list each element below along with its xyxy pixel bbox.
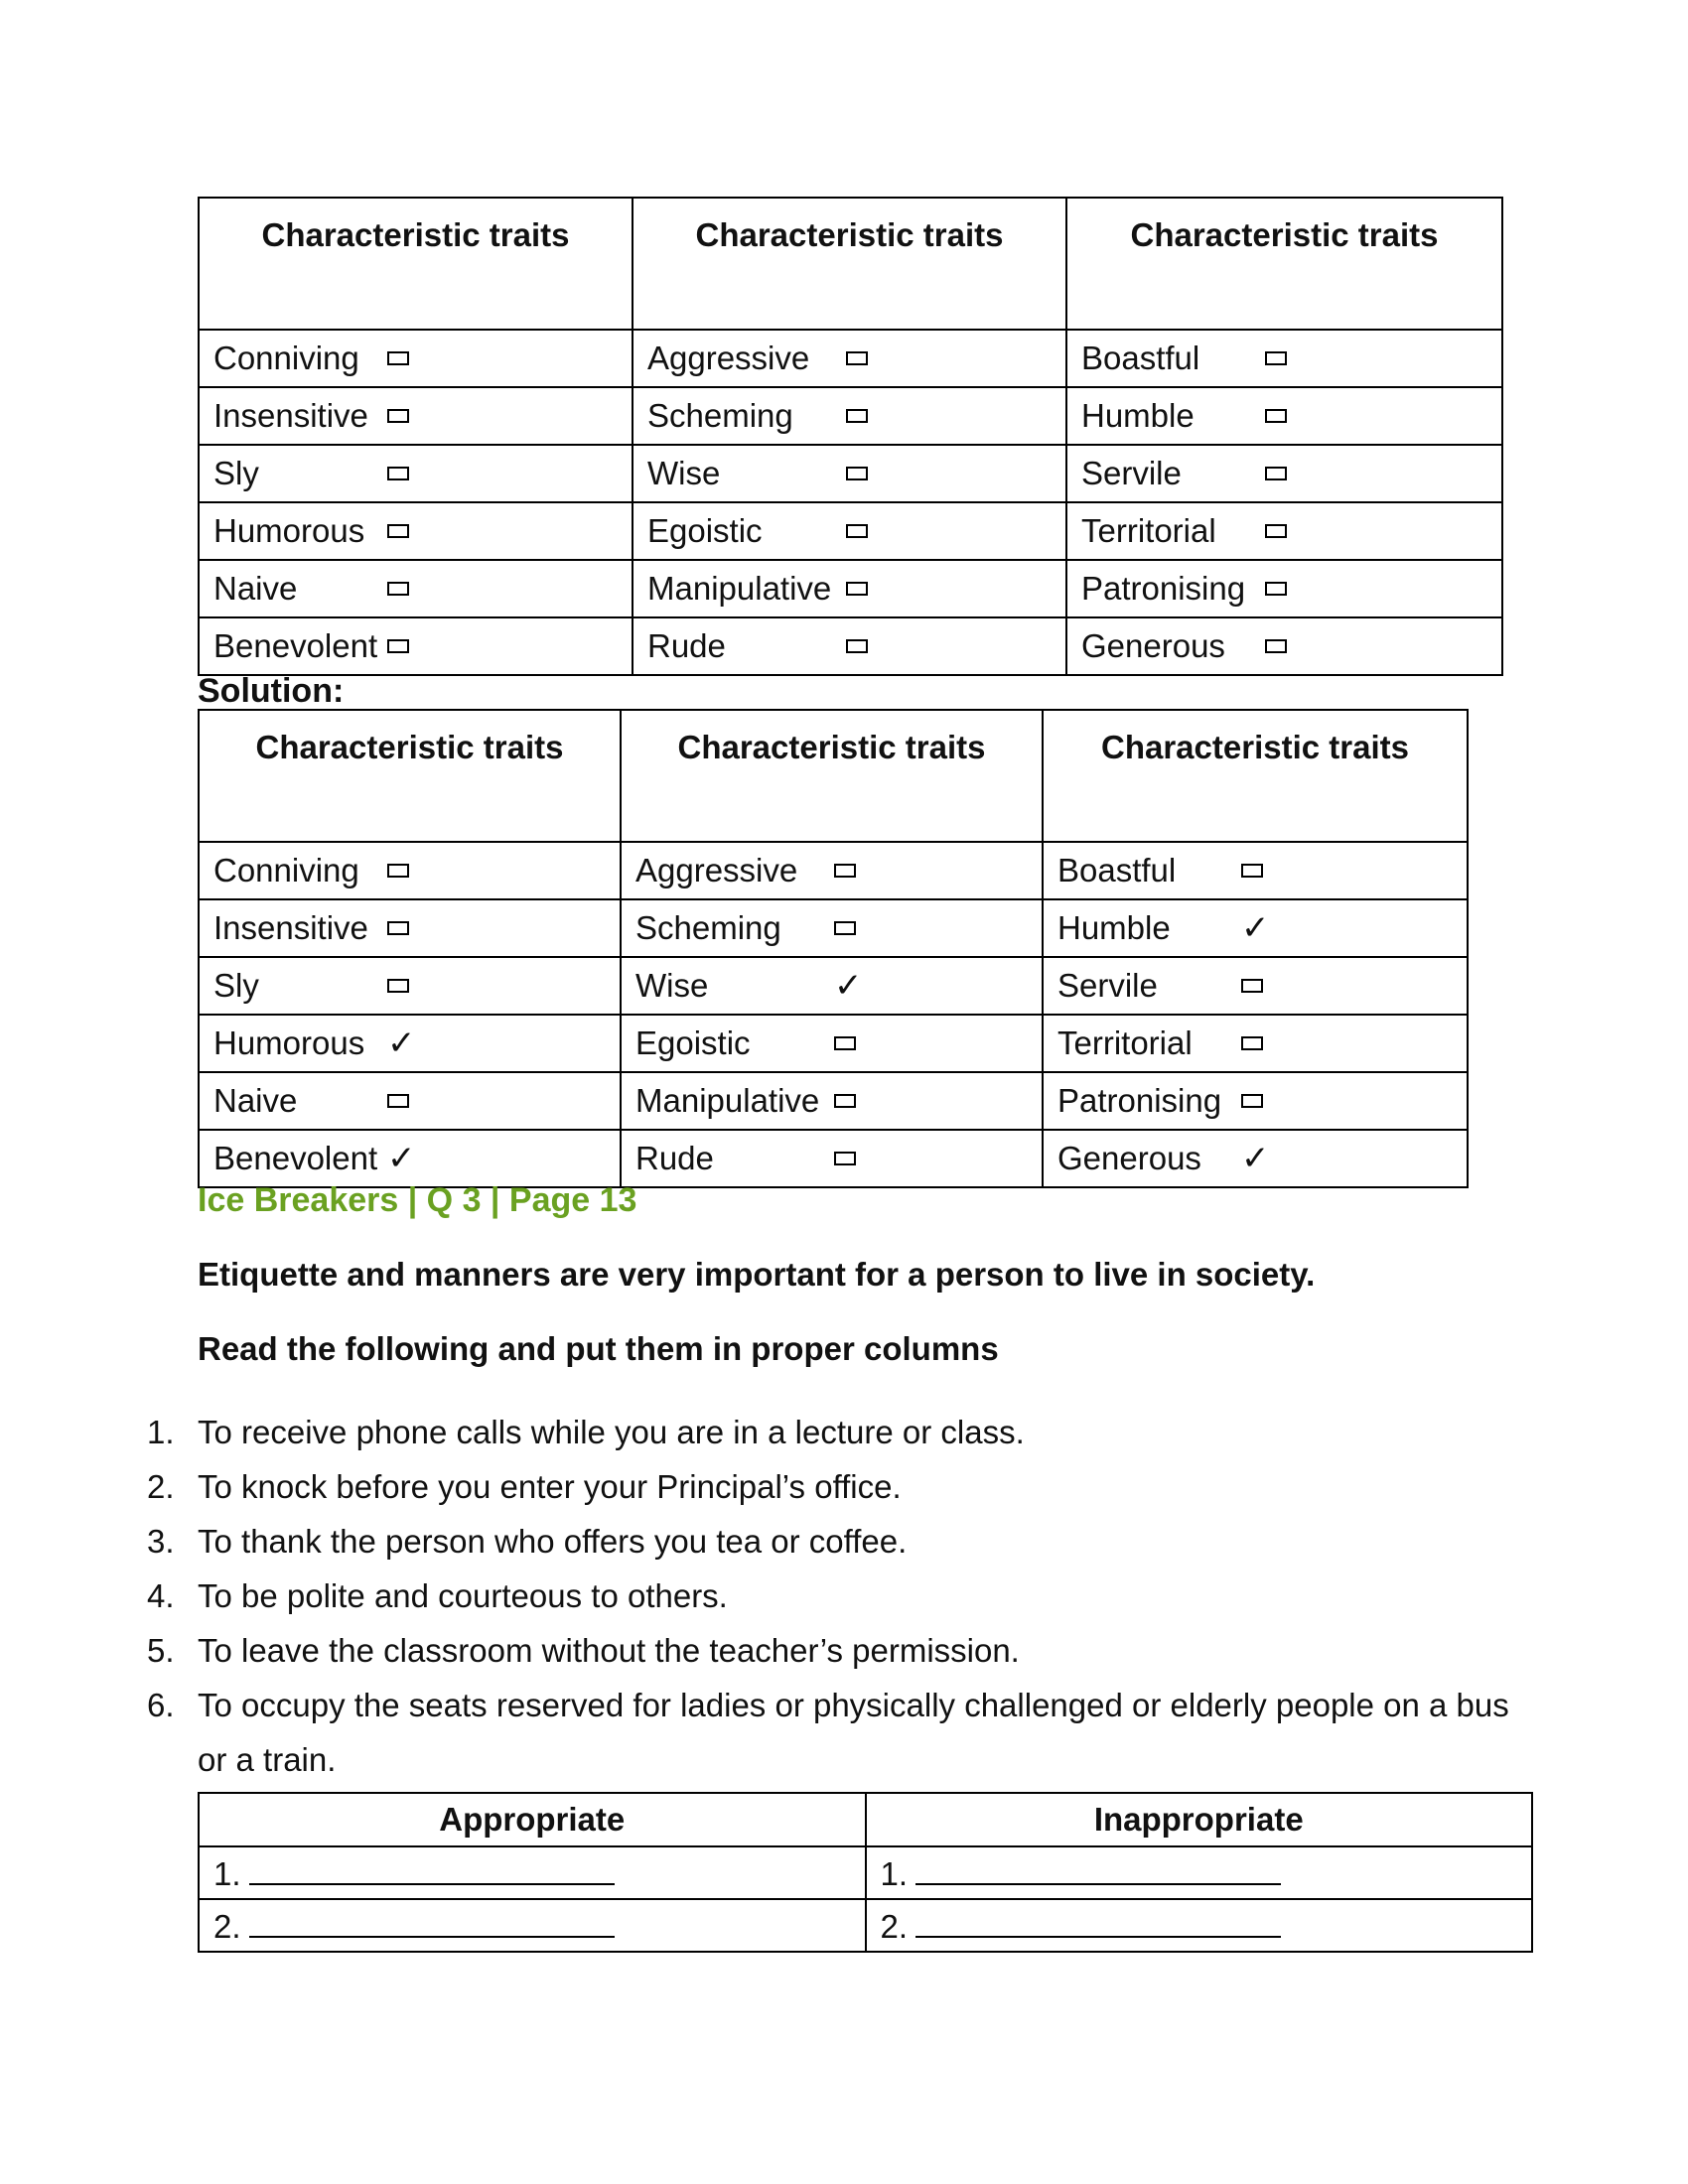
section-heading: Ice Breakers | Q 3 | Page 13 — [198, 1181, 637, 1219]
trait-label: Benevolent — [213, 1140, 378, 1176]
trait-cell[interactable] — [633, 502, 1066, 560]
trait-cell[interactable] — [1043, 1130, 1468, 1187]
trait-cell[interactable] — [633, 387, 1066, 445]
table-row — [199, 957, 1468, 1015]
table-row — [199, 1072, 1468, 1130]
trait-cell[interactable] — [633, 445, 1066, 502]
table-row — [199, 617, 1502, 675]
trait-cell[interactable] — [199, 842, 621, 899]
checkbox-icon[interactable] — [834, 1036, 856, 1050]
trait-label: Rude — [647, 627, 726, 664]
checkbox-icon[interactable] — [1241, 1094, 1263, 1108]
item-text: To leave the classroom without the teacher’s permission. — [198, 1632, 1020, 1669]
answer-blank[interactable] — [915, 1906, 1281, 1938]
trait-cell[interactable] — [199, 1015, 621, 1072]
list-item — [147, 1459, 1517, 1514]
trait-cell[interactable] — [1066, 560, 1502, 617]
table-row — [199, 1846, 1532, 1899]
list-item — [147, 1569, 1517, 1623]
trait-label: Boastful — [1081, 340, 1200, 376]
checkbox-icon[interactable] — [387, 979, 409, 993]
list-item — [147, 1514, 1517, 1569]
checkbox-icon[interactable] — [834, 1094, 856, 1108]
trait-label: Insensitive — [213, 397, 368, 434]
checkmark-icon: ✓ — [1241, 1140, 1270, 1177]
checkbox-icon[interactable] — [387, 467, 409, 480]
item-number: 3. — [147, 1523, 175, 1560]
trait-cell[interactable] — [633, 617, 1066, 675]
trait-label: Humble — [1057, 909, 1171, 946]
trait-cell[interactable] — [199, 617, 633, 675]
answer-number: 1. — [880, 1854, 909, 1892]
trait-cell[interactable] — [633, 560, 1066, 617]
item-number: 5. — [147, 1632, 175, 1669]
column-header: Characteristic traits — [199, 198, 633, 330]
table-row — [199, 899, 1468, 957]
trait-label: Patronising — [1057, 1082, 1222, 1119]
column-header: Characteristic traits — [1066, 198, 1502, 330]
trait-cell[interactable] — [1043, 842, 1468, 899]
checkbox-icon[interactable] — [1265, 467, 1287, 480]
table-row — [199, 1899, 1532, 1952]
item-text: To receive phone calls while you are in a lecture or class. — [198, 1414, 1025, 1450]
checkbox-icon[interactable] — [387, 1094, 409, 1108]
table-row — [199, 1130, 1468, 1187]
item-text: To knock before you enter your Principal’s office. — [198, 1468, 902, 1505]
trait-cell[interactable] — [199, 1072, 621, 1130]
trait-label: Territorial — [1057, 1024, 1193, 1061]
trait-label: Boastful — [1057, 852, 1177, 888]
trait-label: Servile — [1057, 967, 1158, 1004]
trait-cell[interactable] — [1043, 899, 1468, 957]
answer-cell[interactable] — [866, 1846, 1533, 1899]
trait-label: Naive — [213, 1082, 298, 1119]
solution-label: Solution: — [198, 672, 345, 710]
trait-label: Egoistic — [647, 512, 763, 549]
checkbox-icon[interactable] — [846, 467, 868, 480]
checkbox-icon[interactable] — [846, 639, 868, 653]
table-row — [199, 445, 1502, 502]
trait-label: Wise — [635, 967, 709, 1004]
table-row — [199, 387, 1502, 445]
trait-cell[interactable] — [1043, 1072, 1468, 1130]
checkmark-icon: ✓ — [387, 1140, 416, 1177]
checkbox-icon[interactable] — [387, 582, 409, 596]
trait-cell[interactable] — [199, 445, 633, 502]
trait-label: Generous — [1057, 1140, 1201, 1176]
table-row — [199, 560, 1502, 617]
table-row — [199, 502, 1502, 560]
trait-label: Egoistic — [635, 1024, 751, 1061]
trait-cell[interactable] — [621, 1072, 1043, 1130]
item-number: 4. — [147, 1577, 175, 1614]
list-item — [147, 1678, 1517, 1787]
column-header-appropriate: Appropriate — [199, 1793, 866, 1846]
answer-number: 2. — [880, 1907, 909, 1945]
trait-cell[interactable] — [621, 1130, 1043, 1187]
instruction-columns: Read the following and put them in proper columns — [198, 1330, 999, 1367]
trait-cell[interactable] — [199, 387, 633, 445]
trait-cell[interactable] — [199, 957, 621, 1015]
checkbox-icon[interactable] — [846, 524, 868, 538]
item-text: To be polite and courteous to others. — [198, 1577, 728, 1614]
answer-blank[interactable] — [249, 1906, 615, 1938]
list-item — [147, 1405, 1517, 1459]
checkbox-icon[interactable] — [846, 351, 868, 365]
column-header: Characteristic traits — [1043, 710, 1468, 842]
trait-label: Humorous — [213, 512, 365, 549]
item-number: 2. — [147, 1468, 175, 1505]
trait-cell[interactable] — [199, 899, 621, 957]
answer-cell[interactable] — [199, 1899, 866, 1952]
trait-label: Sly — [213, 967, 259, 1004]
answer-table — [198, 1792, 1533, 1953]
checkbox-icon[interactable] — [387, 351, 409, 365]
trait-cell[interactable] — [199, 1130, 621, 1187]
trait-cell[interactable] — [1043, 957, 1468, 1015]
trait-label: Generous — [1081, 627, 1225, 664]
checkbox-icon[interactable] — [834, 864, 856, 878]
trait-label: Rude — [635, 1140, 714, 1176]
item-number: 1. — [147, 1414, 175, 1450]
trait-cell[interactable] — [1043, 1015, 1468, 1072]
trait-label: Aggressive — [647, 340, 810, 376]
trait-label: Humble — [1081, 397, 1195, 434]
answer-cell[interactable] — [199, 1846, 866, 1899]
trait-cell[interactable] — [621, 1015, 1043, 1072]
trait-label: Conniving — [213, 852, 359, 888]
checkbox-icon[interactable] — [1241, 1036, 1263, 1050]
trait-label: Humorous — [213, 1024, 365, 1061]
trait-cell[interactable] — [199, 330, 633, 387]
statement-list — [147, 1405, 1517, 1787]
item-text: To occupy the seats reserved for ladies or physically challenged or elderly people on a bus or a train. — [198, 1687, 1509, 1778]
column-header: Characteristic traits — [633, 198, 1066, 330]
trait-cell[interactable] — [1066, 617, 1502, 675]
column-header-inappropriate: Inappropriate — [866, 1793, 1533, 1846]
trait-label: Aggressive — [635, 852, 798, 888]
checkbox-icon[interactable] — [387, 921, 409, 935]
checkbox-icon[interactable] — [1265, 524, 1287, 538]
solution-traits-table — [198, 709, 1469, 1188]
trait-cell[interactable] — [1066, 502, 1502, 560]
trait-cell[interactable] — [621, 957, 1043, 1015]
trait-cell[interactable] — [633, 330, 1066, 387]
column-header: Characteristic traits — [199, 710, 621, 842]
trait-cell[interactable] — [1066, 387, 1502, 445]
trait-label: Scheming — [647, 397, 793, 434]
checkbox-icon[interactable] — [387, 639, 409, 653]
trait-cell[interactable] — [1066, 330, 1502, 387]
item-number: 6. — [147, 1687, 175, 1723]
checkbox-icon[interactable] — [834, 921, 856, 935]
checkbox-icon[interactable] — [1265, 582, 1287, 596]
checkbox-icon[interactable] — [1241, 979, 1263, 993]
question-traits-table — [198, 197, 1503, 676]
trait-label: Scheming — [635, 909, 781, 946]
checkbox-icon[interactable] — [387, 864, 409, 878]
trait-label: Conniving — [213, 340, 359, 376]
trait-cell[interactable] — [199, 502, 633, 560]
checkbox-icon[interactable] — [387, 409, 409, 423]
answer-number: 1. — [213, 1854, 241, 1892]
trait-label: Servile — [1081, 455, 1182, 491]
checkmark-icon: ✓ — [1241, 909, 1270, 947]
trait-label: Patronising — [1081, 570, 1246, 607]
list-item — [147, 1623, 1517, 1678]
table-row — [199, 330, 1502, 387]
answer-cell[interactable] — [866, 1899, 1533, 1952]
trait-label: Territorial — [1081, 512, 1216, 549]
checkbox-icon[interactable] — [846, 582, 868, 596]
trait-cell[interactable] — [621, 899, 1043, 957]
checkmark-icon: ✓ — [834, 967, 863, 1005]
trait-cell[interactable] — [621, 842, 1043, 899]
trait-label: Naive — [213, 570, 298, 607]
trait-label: Manipulative — [635, 1082, 820, 1119]
checkbox-icon[interactable] — [1265, 351, 1287, 365]
checkbox-icon[interactable] — [387, 524, 409, 538]
trait-cell[interactable] — [1066, 445, 1502, 502]
checkbox-icon[interactable] — [846, 409, 868, 423]
checkbox-icon[interactable] — [1265, 639, 1287, 653]
checkbox-icon[interactable] — [1241, 864, 1263, 878]
item-text: To thank the person who offers you tea or coffee. — [198, 1523, 908, 1560]
checkbox-icon[interactable] — [834, 1152, 856, 1165]
trait-label: Wise — [647, 455, 721, 491]
column-header: Characteristic traits — [621, 710, 1043, 842]
trait-label: Sly — [213, 455, 259, 491]
instruction-etiquette: Etiquette and manners are very important for a person to live in society. — [198, 1256, 1316, 1293]
checkbox-icon[interactable] — [1265, 409, 1287, 423]
table-row — [199, 842, 1468, 899]
checkmark-icon: ✓ — [387, 1024, 416, 1062]
trait-label: Benevolent — [213, 627, 378, 664]
trait-cell[interactable] — [199, 560, 633, 617]
answer-number: 2. — [213, 1907, 241, 1945]
trait-label: Manipulative — [647, 570, 832, 607]
trait-label: Insensitive — [213, 909, 368, 946]
table-row — [199, 1015, 1468, 1072]
answer-blank[interactable] — [915, 1853, 1281, 1885]
answer-blank[interactable] — [249, 1853, 615, 1885]
